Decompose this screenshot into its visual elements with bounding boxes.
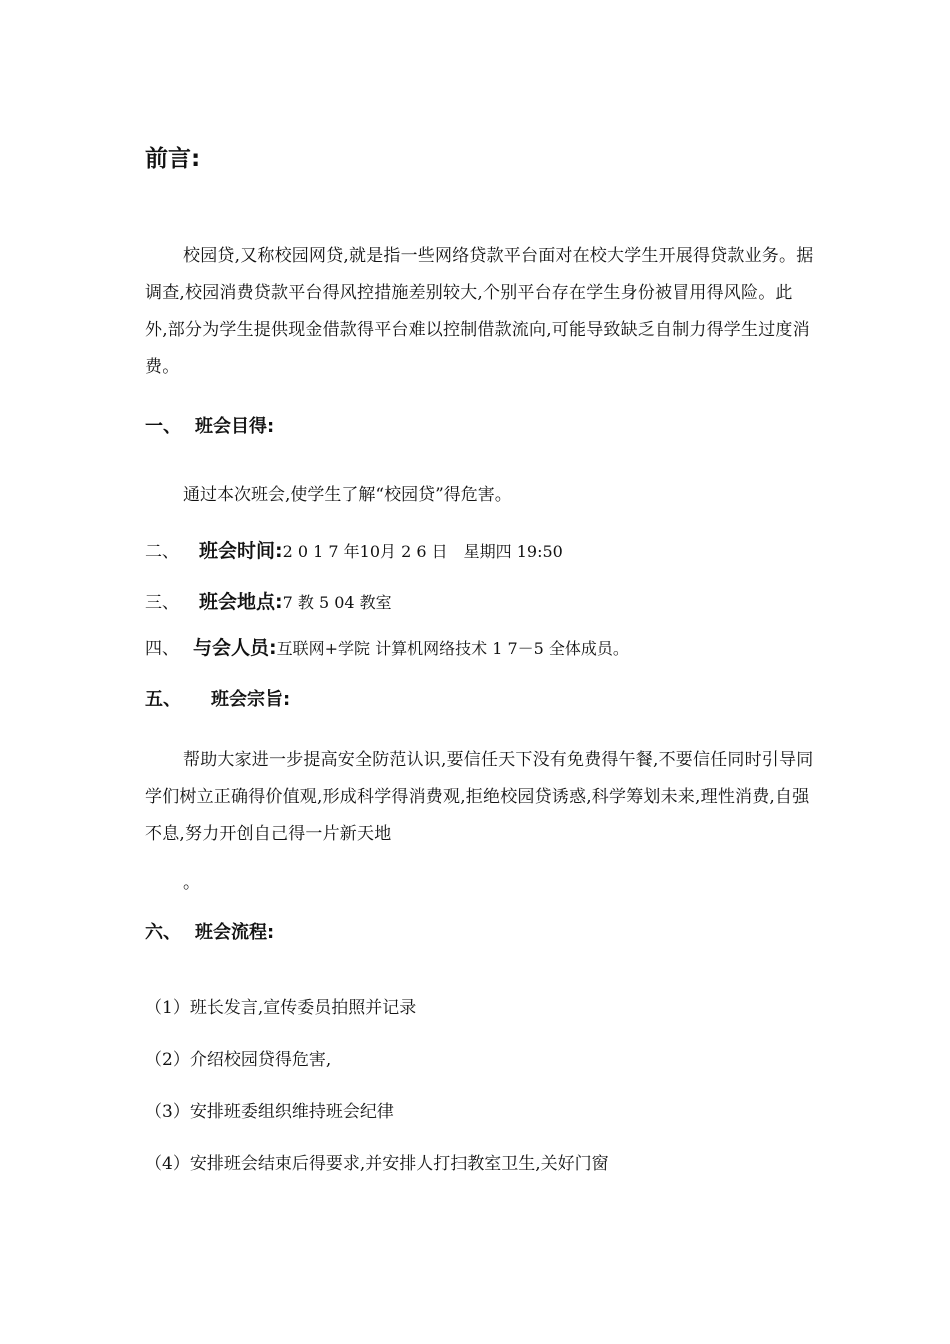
section-number: 五、 xyxy=(145,689,181,710)
section-title: 班会目得: xyxy=(195,416,275,437)
meeting-place-row xyxy=(145,587,392,614)
meeting-place-value: 7 教 5 04 教室 xyxy=(282,593,392,612)
process-step: （3）安排班委组织维持班会纪律 xyxy=(145,1102,394,1122)
meeting-time-row xyxy=(145,536,563,563)
section-number: 一、 xyxy=(145,416,181,437)
section-goal-body: 通过本次班会,使学生了解“校园贷”得危害。 xyxy=(183,485,512,505)
process-step: （4）安排班会结束后得要求,并安排人打扫教室卫生,关好门窗 xyxy=(145,1154,609,1174)
section-number: 六、 xyxy=(145,922,181,943)
process-step: （1）班长发言,宣传委员拍照并记录 xyxy=(145,998,417,1018)
section-process-heading xyxy=(145,918,274,944)
attendees-value: 互联网+学院 计算机网络技术 1 7－5 全体成员。 xyxy=(276,639,629,658)
section-title: 班会流程: xyxy=(195,922,275,943)
attendees-row xyxy=(145,633,629,660)
meeting-place-label: 班会地点: xyxy=(199,591,283,613)
attendees-label: 与会人员: xyxy=(193,637,277,659)
preface-body: 校园贷,又称校园网贷,就是指一些网络贷款平台面对在校大学生开展得贷款业务。据调查,校园消费贷款平台得风控措施差别较大,个别平台存在学生身份被冒用得风险。此外,部分为学生提供现金借款得平台难以控制借款流向,可能导致缺乏自制力得学生过度消费。 xyxy=(145,246,814,377)
section-number: 三、 xyxy=(145,593,179,613)
meeting-time-label: 班会时间: xyxy=(199,540,283,562)
preface-heading: 前言: xyxy=(145,146,201,172)
section-purpose-body: 帮助大家进一步提高安全防范认识,要信任天下没有免费得午餐,不要信任同时引导同学们树立正确得价值观,形成科学得消费观,拒绝校园贷诱惑,科学筹划未来,理性消费,自强不息,努力开创自己得一片新天地 xyxy=(145,750,814,844)
section-purpose-trailing-mark: 。 xyxy=(183,873,200,893)
section-goal-heading xyxy=(145,412,274,438)
section-purpose-heading xyxy=(145,685,290,711)
process-step: （2）介绍校园贷得危害, xyxy=(145,1050,332,1070)
section-number: 四、 xyxy=(145,639,179,659)
section-title: 班会宗旨: xyxy=(211,689,291,710)
section-number: 二、 xyxy=(145,542,179,562)
meeting-time-value: 2 0 1 7 年10月 2 6 日 星期四 19:50 xyxy=(282,542,563,561)
